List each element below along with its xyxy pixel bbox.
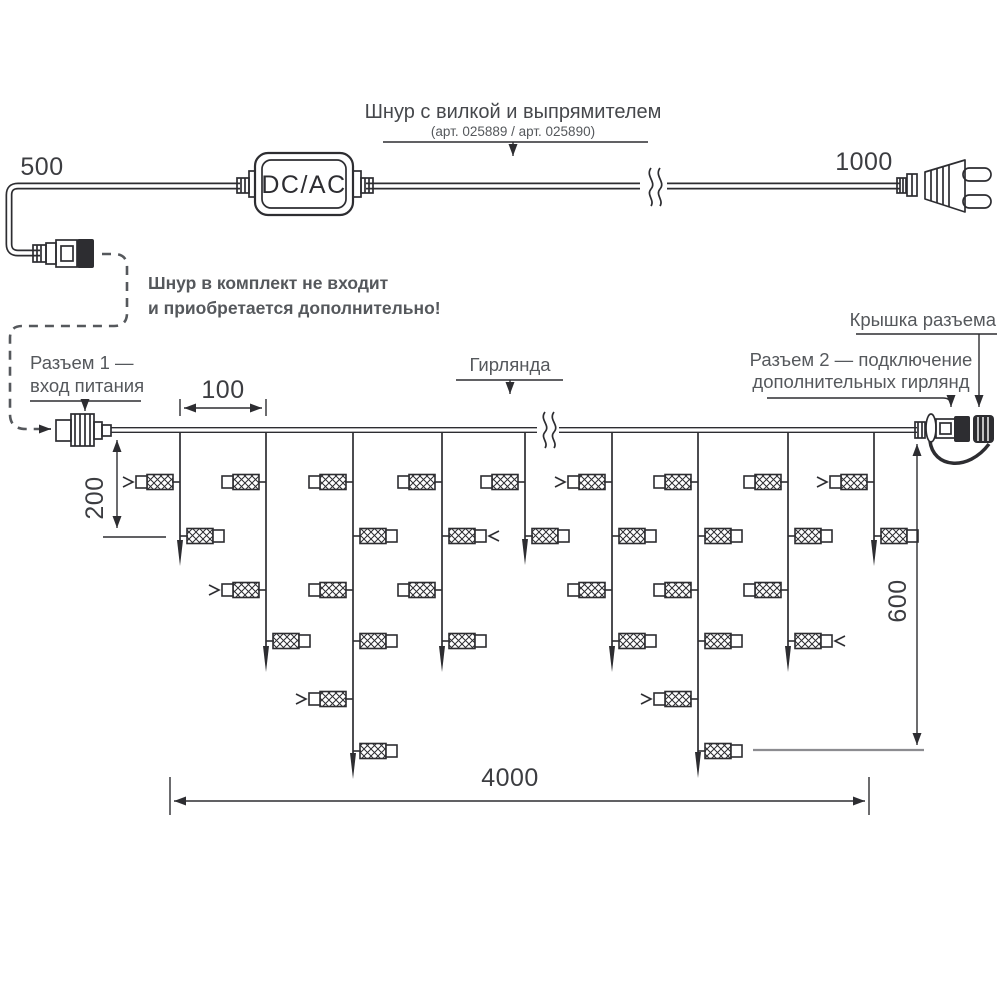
- bulb-body: [665, 475, 691, 490]
- bulb-cap: [744, 584, 755, 596]
- bulb-body: [147, 475, 173, 490]
- plug-prong: [963, 195, 991, 208]
- bulb-cap: [821, 530, 832, 542]
- note-line2: и приобретается дополнительно!: [148, 298, 441, 318]
- bulb-cap: [386, 530, 397, 542]
- bulb-body: [579, 583, 605, 598]
- bulb-direction-arrow: [555, 477, 565, 487]
- tether-ring: [926, 414, 936, 442]
- bulb-body: [409, 475, 435, 490]
- bulb-direction-arrow: [817, 477, 827, 487]
- bulb-cap: [558, 530, 569, 542]
- bulb-body: [619, 634, 645, 649]
- bulb-body: [360, 744, 386, 759]
- note-line1: Шнур в комплект не входит: [148, 273, 389, 293]
- dimension-4000: [170, 764, 869, 815]
- cap-label-text: Крышка разъема: [849, 309, 996, 330]
- garland-drops: [123, 432, 918, 779]
- bulb-direction-arrow: [209, 585, 219, 595]
- dim-100-label: 100: [201, 376, 245, 404]
- bulb-body: [579, 475, 605, 490]
- converter-label: DC/AC: [261, 171, 347, 199]
- bulb-cap: [568, 476, 579, 488]
- dim-600-label: 600: [884, 579, 912, 623]
- bulb-cap: [475, 635, 486, 647]
- bulb-cap: [645, 530, 656, 542]
- drop-tip: [609, 646, 615, 672]
- bulb-cap: [136, 476, 147, 488]
- bulb-body: [449, 529, 475, 544]
- bulb-body: [532, 529, 558, 544]
- drop-tip: [785, 646, 791, 672]
- bulb-cap: [830, 476, 841, 488]
- garland-label: [456, 354, 563, 394]
- dashed-connection-path: [10, 254, 127, 429]
- bulb-body: [795, 529, 821, 544]
- bulb-cap: [744, 476, 755, 488]
- bulb-direction-arrow: [835, 636, 845, 646]
- connector-2: [915, 414, 994, 463]
- cord-connector-cap: [77, 239, 94, 268]
- bulb-cap: [654, 693, 665, 705]
- bulb-cap: [475, 530, 486, 542]
- bulb-cap: [821, 635, 832, 647]
- connector1-label-line1: Разъем 1 —: [30, 352, 134, 373]
- power-plug: [897, 160, 991, 212]
- bulb-cap: [222, 584, 233, 596]
- bulb-body: [187, 529, 213, 544]
- bulb-body: [795, 634, 821, 649]
- bulb-body: [755, 475, 781, 490]
- bulb-cap: [309, 476, 320, 488]
- bulb-cap: [398, 476, 409, 488]
- bulb-body: [705, 744, 731, 759]
- bulb-body: [705, 634, 731, 649]
- bulb-cap: [309, 693, 320, 705]
- bulb-cap: [386, 745, 397, 757]
- bulb-body: [881, 529, 907, 544]
- connector-cap: [973, 415, 994, 443]
- drop-tip: [695, 752, 701, 778]
- power-cable-right: [366, 168, 900, 206]
- bulb-cap: [654, 584, 665, 596]
- bulb-cap: [299, 635, 310, 647]
- bulb-cap: [222, 476, 233, 488]
- bulb-body: [492, 475, 518, 490]
- drop-tip: [871, 540, 877, 566]
- bulb-body: [755, 583, 781, 598]
- bulb-cap: [309, 584, 320, 596]
- drop-tip: [263, 646, 269, 672]
- garland-wire-break: [537, 412, 559, 448]
- dimension-100: [180, 376, 266, 416]
- bulb-body: [409, 583, 435, 598]
- bulb-cap: [645, 635, 656, 647]
- bulb-cap: [731, 745, 742, 757]
- bulb-body: [360, 529, 386, 544]
- bulb-body: [705, 529, 731, 544]
- plug-prong: [963, 168, 991, 181]
- bulb-cap: [731, 635, 742, 647]
- bulb-body: [449, 634, 475, 649]
- bulb-direction-arrow: [123, 477, 133, 487]
- connector-1: [56, 414, 111, 446]
- bulb-body: [320, 475, 346, 490]
- bulb-body: [233, 475, 259, 490]
- bulb-cap: [213, 530, 224, 542]
- connector1-label-line2: вход питания: [30, 375, 145, 396]
- power-cable-left: [9, 186, 240, 253]
- cord-title: Шнур с вилкой и выпрямителем: [364, 101, 662, 123]
- bulb-direction-arrow: [296, 694, 306, 704]
- bulb-body: [619, 529, 645, 544]
- bulb-cap: [398, 584, 409, 596]
- bulb-body: [233, 583, 259, 598]
- bulb-cap: [568, 584, 579, 596]
- connector1-label: [30, 352, 144, 411]
- bulb-body: [665, 583, 691, 598]
- bulb-cap: [731, 530, 742, 542]
- dim-1000-label: 1000: [835, 148, 893, 176]
- drop-tip: [350, 753, 356, 779]
- connector2-label-line1: Разъем 2 — подключение: [749, 349, 973, 370]
- bulb-cap: [386, 635, 397, 647]
- drop-tip: [177, 540, 183, 566]
- connector2-label-line2: дополнительных гирлянд: [752, 371, 970, 392]
- cap-tether-cord: [930, 441, 989, 463]
- bulb-direction-arrow: [489, 531, 499, 541]
- bulb-body: [360, 634, 386, 649]
- dc-ac-converter: [237, 153, 373, 215]
- bulb-body: [273, 634, 299, 649]
- dim-4000-label: 4000: [481, 764, 539, 792]
- bulb-cap: [481, 476, 492, 488]
- drop-tip: [439, 646, 445, 672]
- bulb-cap: [654, 476, 665, 488]
- garland-section: [30, 309, 997, 815]
- bulb-body: [665, 692, 691, 707]
- connector2-label: [750, 349, 973, 407]
- bulb-body: [320, 583, 346, 598]
- cord-subtitle: (арт. 025889 / арт. 025890): [430, 124, 596, 139]
- dim-200-label: 200: [81, 476, 109, 520]
- bulb-body: [320, 692, 346, 707]
- drop-tip: [522, 539, 528, 565]
- garland-label-text: Гирлянда: [469, 354, 551, 375]
- bulb-body: [841, 475, 867, 490]
- bulb-direction-arrow: [641, 694, 651, 704]
- connector-2-body: [954, 416, 970, 442]
- dim-500-label: 500: [20, 153, 64, 181]
- cord-connector: [33, 239, 94, 268]
